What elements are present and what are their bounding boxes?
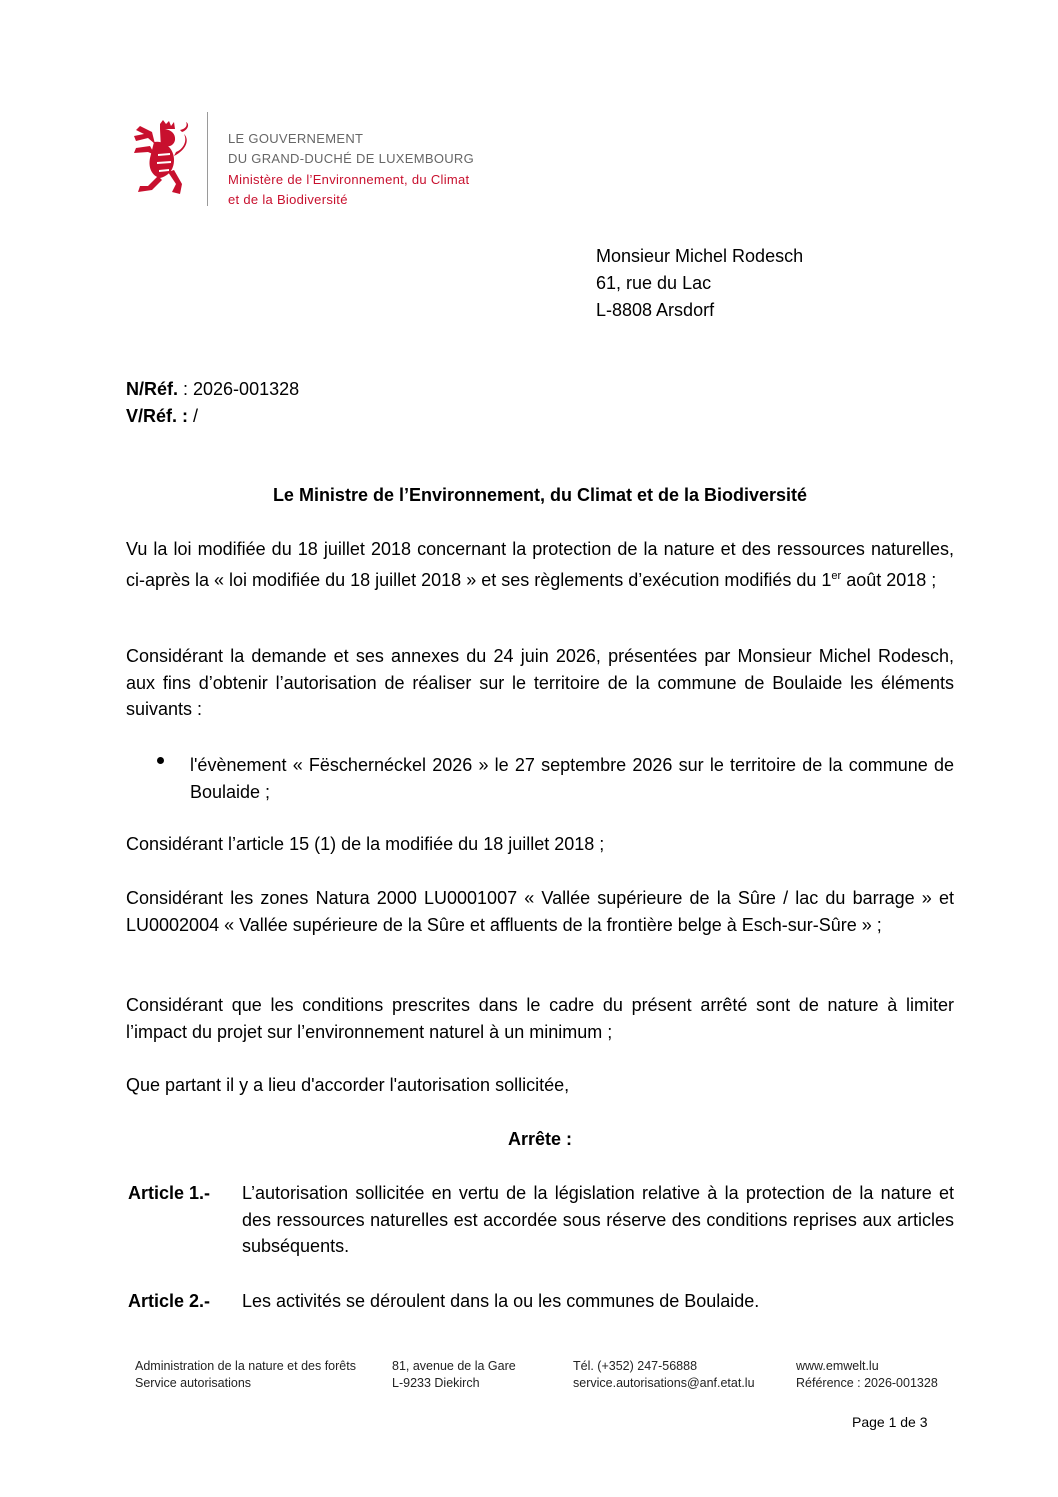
paragraph-conditions: Considérant que les conditions prescrites dans le cadre du présent arrêté sont de nature à limiter l’impact du projet sur l’environnement naturel à un minimum ; [126,995,954,1042]
recipient-address [596,243,803,324]
your-reference [126,403,299,430]
our-reference-value: : 2026-001328 [178,379,300,399]
government-line-1: LE GOUVERNEMENT [228,131,364,146]
recipient-city: L-8808 Arsdorf [596,300,715,320]
references [126,376,299,430]
vu-text-b: août 2018 ; [841,569,937,590]
bullet-point [157,757,164,764]
footer-col1-line2: Service autorisations [135,1376,252,1390]
ministry-line-1: Ministère de l’Environnement, du Climat [228,172,470,187]
article-2-label: Article 2.- [128,1291,211,1311]
recipient-name: Monsieur Michel Rodesch [596,246,804,266]
document-title: Le Ministre de l’Environnement, du Climat et de la Biodiversité [272,485,808,505]
article-1-label: Article 1.- [128,1183,211,1203]
paragraph-vu [126,536,954,593]
paragraph-que-partant: Que partant il y a lieu d'accorder l'autorisation sollicitée, [126,1075,570,1095]
logo-divider [207,112,208,206]
article-2-text: Les activités se déroulent dans la ou les communes de Boulaide. [242,1291,760,1311]
red-lion-icon [130,120,192,198]
your-reference-value: / [188,406,199,426]
paragraph-article15: Considérant l’article 15 (1) de la modifiée du 18 juillet 2018 ; [126,834,605,854]
footer-col2-line2: L-9233 Diekirch [392,1376,480,1390]
bullet-item: l'évènement « Fëschernéckel 2026 » le 27 septembre 2026 sur le territoire de la commune de Boulaide ; [190,755,954,802]
recipient-street: 61, rue du Lac [596,273,712,293]
footer-reference: Référence : 2026-001328 [796,1376,938,1390]
government-line-2: DU GRAND-DUCHÉ DE LUXEMBOURG [228,151,475,166]
article-1-text: L’autorisation sollicitée en vertu de la législation relative à la protection de la nature et des ressources naturelles est accordée sous réserve des conditions reprises aux articles subséquents. [242,1183,954,1256]
footer-website: www.emwelt.lu [796,1359,879,1373]
our-reference-label: N/Réf. [126,379,179,399]
footer-web [796,1358,938,1392]
vu-text-a: Vu la loi modifiée du 18 juillet 2018 concernant la protection de la nature et des ressources naturelles, ci-après la « loi modifiée du 18 juillet 2018 » et ses règlements d’exécution modifiés du 1 [126,539,954,590]
footer-phone: Tél. (+352) 247-56888 [573,1359,698,1373]
footer-email: service.autorisations@anf.etat.lu [573,1376,755,1390]
vu-superscript: er [831,569,842,582]
page-number: Page 1 de 3 [852,1414,928,1430]
footer-col2-line1: 81, avenue de la Gare [392,1359,516,1373]
footer-administration [135,1358,356,1392]
footer-col1-line1: Administration de la nature et des forêts [135,1359,356,1373]
footer-address [392,1358,516,1392]
your-reference-label: V/Réf. : [126,406,189,426]
paragraph-demande: Considérant la demande et ses annexes du 24 juin 2026, présentées par Monsieur Michel Rodesch, aux fins d’obtenir l’autorisation de réaliser sur le territoire de la commune de Boulaide les éléments suivants : [126,646,954,719]
arrete-heading: Arrête : [507,1129,573,1149]
paragraph-natura: Considérant les zones Natura 2000 LU0001007 « Vallée supérieure de la Sûre / lac du barrage » et LU0002004 « Vallée supérieure de la Sûre et affluents de la frontière belge à Esch-sur-Sûre » ; [126,888,954,935]
ministry-line-2: et de la Biodiversité [228,192,348,207]
footer-contact [573,1358,755,1392]
our-reference [126,376,299,403]
